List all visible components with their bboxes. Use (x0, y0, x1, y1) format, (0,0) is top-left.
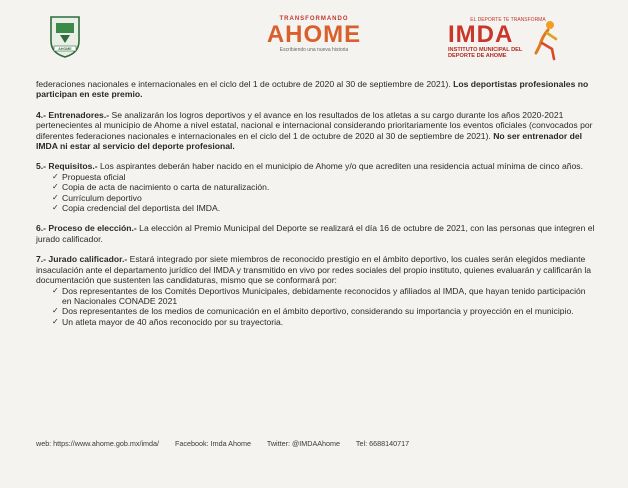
section-4-text: Se analizarán los logros deportivos y el avance en los resultados de los atletas a su cargo durante los años 2020-2021 pertenecientes al municipio de Ahome a nivel estatal, nacional e internacional considerando prioritariamente los eventos oficiales (convocados por diferentes federaciones nacionales e internacionales en el ciclo del 1 de octubre de 2020 al 30 de septiembre de 2021). (36, 109, 593, 141)
section-7-text: Estará integrado por siete miembros de reconocido prestigio en el ámbito deportivo, los cuales serán elegidos mediante insaculación ante el departamento jurídico del IMDA y transmitido en vivo por redes sociales del propio instituto, quienes evaluarán y calificarán la documentación que sustenten las candidaturas, mismo que se conformará por: (36, 254, 592, 286)
imda-logo-sub1: INSTITUTO MUNICIPAL DEL (448, 47, 523, 53)
list-item-text: Dos representantes de los Comités Deportivos Municipales, debidamente reconocidos y afiliados al IMDA, que hayan tenido participación en Nacionales CONADE 2021 (62, 285, 586, 306)
runner-icon (532, 19, 562, 63)
intro-text: federaciones nacionales e internacionales en el ciclo del 1 de octubre de 2020 al 30 de septiembre de 2021). (36, 79, 451, 89)
check-icon: ✓ (52, 182, 59, 192)
list-item (52, 317, 596, 327)
list-item-text: Dos representantes de los medios de comunicación en el ámbito deportivo, considerando su importancia y proyección en el municipio. (62, 306, 574, 317)
section-4-bold-note: No ser entrenador del IMDA ni estar al servicio del deporte profesional. (36, 130, 583, 152)
section-4-title: 4.- Entrenadores.- (36, 109, 110, 120)
imda-logo-word: IMDA (448, 21, 514, 48)
list-item-text: Copia de acta de nacimiento o carta de naturalización. (62, 182, 270, 193)
list-item (52, 306, 596, 316)
footer-contact (36, 439, 423, 448)
check-icon: ✓ (52, 192, 59, 202)
list-item-text: Currículum deportivo (62, 192, 142, 203)
intro-paragraph (36, 79, 596, 100)
section-7-title: 7.- Jurado calificador.- (36, 254, 128, 265)
check-icon: ✓ (52, 285, 59, 295)
logo-mid-word: AHOME (266, 21, 362, 48)
document-body (36, 79, 596, 337)
footer-twitter: Twitter: @IMDAAhome (266, 439, 341, 448)
check-icon: ✓ (52, 171, 59, 181)
check-icon: ✓ (52, 203, 59, 213)
jury-list (52, 286, 596, 328)
svg-text:AHOME: AHOME (58, 47, 72, 52)
check-icon: ✓ (52, 306, 59, 316)
section-proceso (36, 223, 596, 244)
list-item (52, 286, 596, 307)
imda-logo-sub2: DEPORTE DE AHOME (448, 53, 507, 59)
list-item-text: Propuesta oficial (62, 171, 126, 182)
section-7-intro (36, 254, 596, 285)
logo-mid-tagline: Escribiendo una nueva historia (279, 47, 349, 53)
letterhead (0, 0, 628, 78)
section-jurado (36, 254, 596, 327)
footer-web: web: https://www.ahome.gob.mx/imda/ (36, 439, 160, 448)
list-item (52, 193, 596, 203)
list-item-text: Copia credencial del deportista del IMDA. (62, 203, 221, 214)
logo-mid-top: TRANSFORMANDO (279, 16, 349, 22)
section-entrenadores (36, 110, 596, 152)
section-5-title: 5.- Requisitos.- (36, 161, 98, 172)
list-item-text: Un atleta mayor de 40 años reconocido por su trayectoria. (62, 316, 284, 327)
footer-tel: Tel: 6688140717 (355, 439, 410, 448)
list-item (52, 172, 596, 182)
imda-logo (448, 17, 568, 67)
imda-logo-slogan: EL DEPORTE TE TRANSFORMA (470, 17, 546, 23)
check-icon: ✓ (52, 316, 59, 326)
list-item (52, 182, 596, 192)
section-5-intro (36, 161, 596, 171)
requirements-list (52, 172, 596, 214)
section-requisitos (36, 161, 596, 213)
intro-bold-note: Los deportistas profesionales no participan en este premio. (36, 79, 589, 100)
section-6-text: La elección al Premio Municipal del Deporte se realizará el día 16 de octubre de 2021, con las personas que integren el jurado calificador. (36, 223, 595, 244)
transformando-ahome-logo (244, 16, 384, 66)
list-item (52, 203, 596, 213)
section-6-title: 6.- Proceso de elección.- (36, 223, 137, 234)
ahome-crest-logo (48, 13, 82, 59)
section-5-text: Los aspirantes deberán haber nacido en el municipio de Ahome y/o que acrediten una residencia actual mínima de cinco años. (100, 161, 583, 172)
footer-facebook: Facebook: Imda Ahome (175, 439, 251, 448)
